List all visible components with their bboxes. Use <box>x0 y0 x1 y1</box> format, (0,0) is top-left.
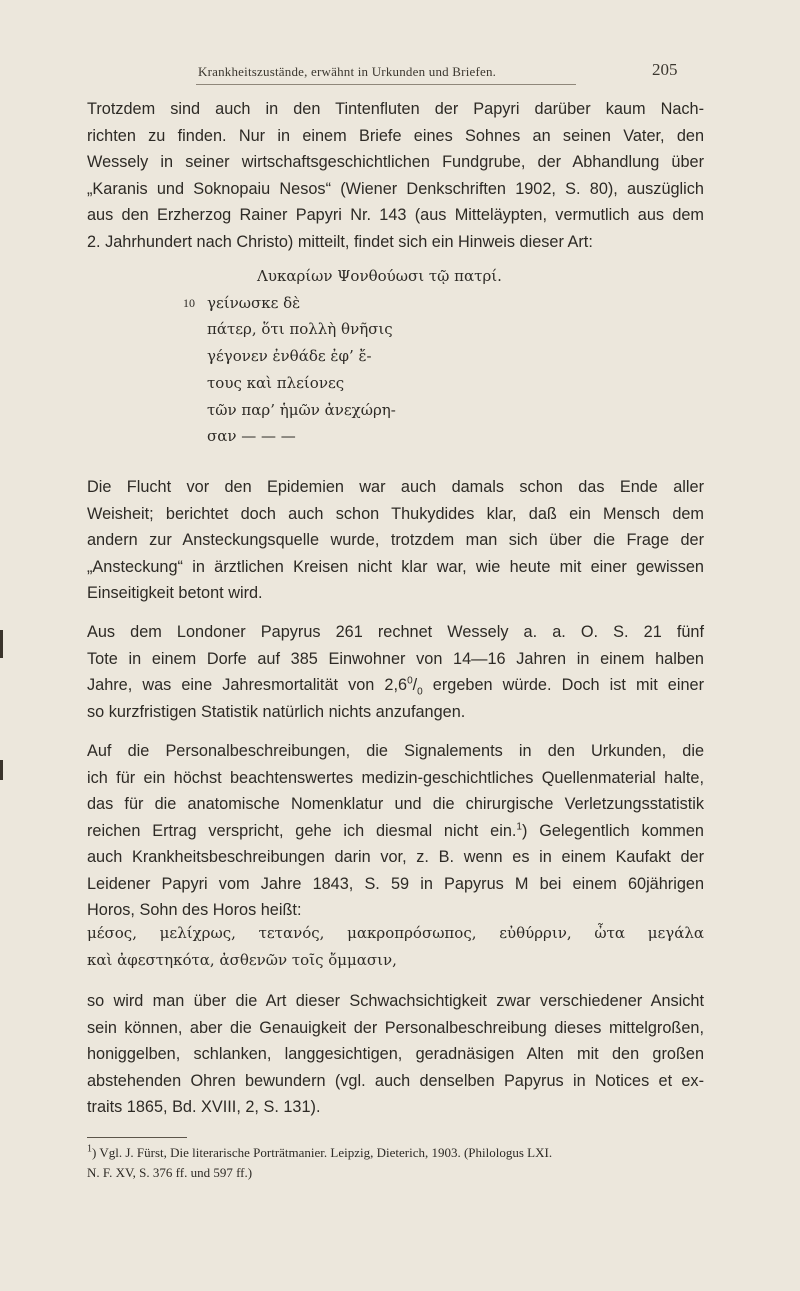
text-line: so wird man über die Art dieser Schwachsichtigkeit zwar verschiedener Ansicht <box>87 992 704 1010</box>
text-line: so kurzfristigen Statistik natürlich nichts anzufangen. <box>87 702 466 721</box>
text-line: Aus dem Londoner Papyrus 261 rechnet Wessely a. a. O. S. 21 fünf <box>87 623 704 641</box>
footnote-reference: 1 <box>516 821 522 833</box>
text-line: das für die anatomische Nomenklatur und die chirurgische Verletzungsstatistik <box>87 795 704 813</box>
text-line: Auf die Personalbeschreibungen, die Signalements in den Urkunden, die <box>87 742 704 760</box>
greek-line <box>183 290 502 317</box>
greek-line: καὶ ἀφεστηκότα, ἀσθενῶν τοῖς ὄμμασιν, <box>87 951 397 969</box>
text-line: aus den Erzherzog Rainer Papyri Nr. 143 (aus Mitteläypten, vermutlich aus dem <box>87 206 704 224</box>
line-number: 10 <box>183 295 195 310</box>
footnote-line: $^1$) Vgl. J. Fürst, Die literarische Porträtmanier. Leipzig, Dieterich, 1903. (Philologus LXI. <box>87 1143 553 1160</box>
greek-letter-excerpt <box>183 263 502 450</box>
text-line: ich für ein höchst beachtenswertes medizin-geschichtliches Quellenmaterial halte, <box>87 768 704 787</box>
greek-line: τους καὶ πλείονες <box>207 373 345 392</box>
paragraph-mortality <box>87 619 704 725</box>
text-line: Einseitigkeit betont wird. <box>87 584 263 602</box>
paragraph-papyri-letters <box>87 96 704 255</box>
greek-line-text: γείνωσκε δὲ <box>207 293 301 312</box>
footnote <box>87 1143 704 1183</box>
text-line: Tote in einem Dorfe auf 385 Einwohner von 14—16 Jahren in einem halben <box>87 649 704 668</box>
header-rule <box>196 84 576 85</box>
page-edge-mark <box>0 630 3 658</box>
paragraph-epidemics <box>87 474 704 607</box>
paragraph-personal-descriptions <box>87 738 704 924</box>
text-line: richten zu finden. Nur in einem Briefe eines Sohnes an seinen Vater, den <box>87 126 704 145</box>
text-line: Jahre, was eine Jahresmortalität von $2,6^0/_0$ ergeben würde. Doch ist mit einer <box>87 675 704 698</box>
text-line: abstehenden Ohren bewundern (vgl. auch denselben Papyrus in Notices et ex- <box>87 1071 704 1090</box>
paragraph-conclusion <box>87 988 704 1121</box>
text-line: Horos, Sohn des Horos heißt: <box>87 901 302 919</box>
page-number: 205 <box>652 60 678 79</box>
running-header: Krankheitszustände, erwähnt in Urkunden und Briefen. <box>198 64 497 79</box>
text-line: Wessely in seiner wirtschaftsgeschichtlichen Fundgrube, der Abhandlung über <box>87 153 704 171</box>
text-line: sein können, aber die Genauigkeit der Personalbeschreibung dieses mittelgroßen, <box>87 1018 704 1037</box>
greek-line: σαν — — — <box>207 427 296 446</box>
text-line: 2. Jahrhundert nach Christo) mitteilt, findet sich ein Hinweis dieser Art: <box>87 232 593 251</box>
text-line: Leidener Papyri vom Jahre 1843, S. 59 in Papyrus M bei einem 60jährigen <box>87 874 704 893</box>
footnote-rule <box>87 1137 187 1138</box>
text-line: „Karanis und Soknopaiu Nesos“ (Wiener Denkschriften 1902, S. 80), auszüglich <box>87 179 704 198</box>
greek-line: μέσος, μελίχρως, τετανός, μακροπρόσωπος, εὐθύρριν, ὦτα μεγάλα <box>87 924 704 942</box>
greek-line: γέγονεν ἐνθάδε ἐφ’ ἔ- <box>207 347 372 366</box>
footnote-marker: 1 <box>87 1143 92 1155</box>
greek-line: τῶν παρ’ ἡμῶν ἀνεχώρη- <box>207 400 396 419</box>
text-line: honiggelben, schlanken, langgesichtigen, geradnäsigen Alten mit den großen <box>87 1045 704 1063</box>
greek-line: Λυκαρίων Ψονθούωσι τῷ πατρί. <box>257 267 502 285</box>
text-line: Weisheit; berichtet doch auch schon Thukydides klar, daß ein Mensch dem <box>87 504 704 523</box>
text-line: Die Flucht vor den Epidemien war auch damals schon das Ende aller <box>87 478 704 496</box>
text-line: traits 1865, Bd. XVIII, 2, S. 131). <box>87 1098 321 1116</box>
text-line: reichen Ertrag verspricht, gehe ich diesmal nicht ein.$^1$) Gelegentlich kommen <box>87 821 704 840</box>
text-line: „Ansteckung“ in ärztlichen Kreisen nicht klar war, wie heute mit einer gewissen <box>87 557 704 576</box>
greek-description-quote <box>87 920 704 974</box>
greek-line: πάτερ, ὅτι πολλὴ θνῆσις <box>207 320 393 339</box>
text-line: andern zur Ansteckungsquelle wurde, trotzdem man sich über die Frage der <box>87 531 704 549</box>
text-line: Trotzdem sind auch in den Tintenfluten der Papyri darüber kaum Nach- <box>87 100 704 118</box>
text-line: auch Krankheitsbeschreibungen darin vor, z. B. wenn es in einem Kaufakt der <box>87 848 704 866</box>
page-edge-mark <box>0 760 3 780</box>
footnote-line: N. F. XV, S. 376 ff. und 597 ff.) <box>87 1165 253 1180</box>
